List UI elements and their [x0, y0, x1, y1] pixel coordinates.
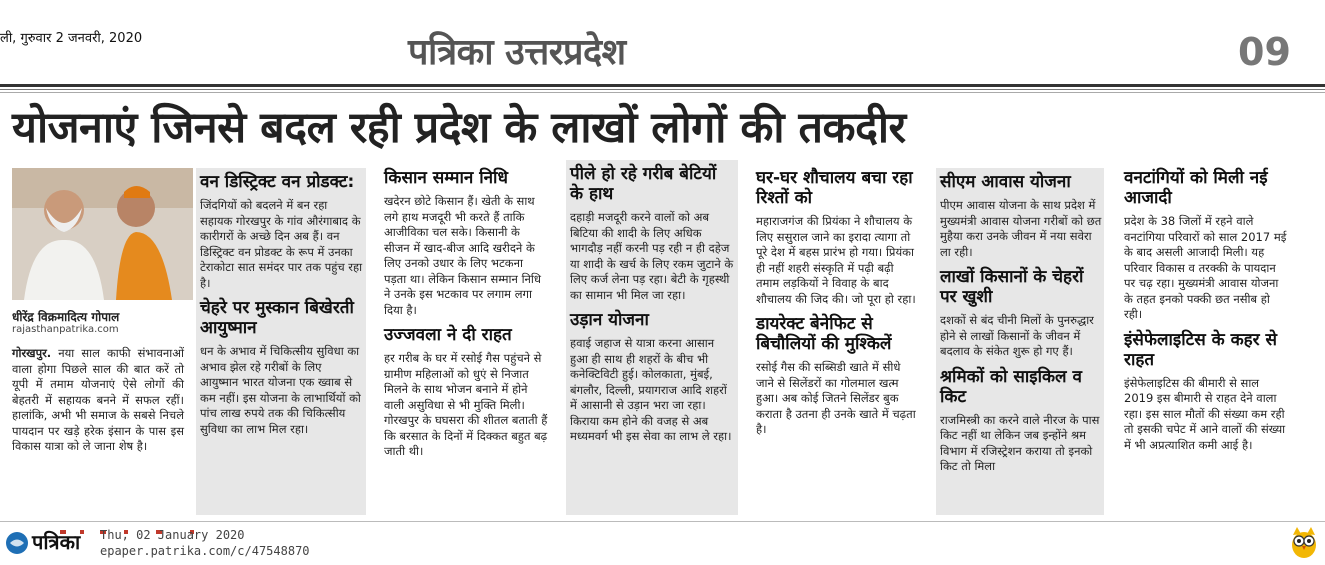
article-heading: लाखों किसानों के चेहरों पर खुशी	[940, 267, 1084, 307]
article-one-district	[200, 172, 363, 291]
footer-url[interactable]: epaper.patrika.com/c/47548870	[100, 544, 310, 558]
article-body: खदेरन छोटे किसान हैं। खेती के साथ लगे हाथ मजदूरी भी करते हैं ताकि आजीविका चल सके। किसानी के सीजन में खाद-बीज आदि खरीदने के लिए उनको उधार के लिए भटकना पड़ता था। लेकिन किसान सम्मान निधि ने उनके इस भटकाव पर लगाम लगा दिया है।	[384, 194, 541, 317]
column-1	[200, 172, 363, 444]
intro-text	[12, 346, 184, 455]
article-vantangiya	[1124, 168, 1290, 323]
article-body: पीएम आवास योजना के साथ प्रदेश में मुख्यमंत्री आवास योजना गरीबों को छत मुहैया करा उनके जीवन में नया सवेरा ला रही।	[940, 198, 1102, 259]
article-kisan-samman	[384, 168, 548, 318]
article-heading: इंसेफेलाइटिस के कहर से राहत	[1124, 329, 1278, 370]
column-4	[756, 168, 918, 445]
footer-date: Thu, 02 January 2020	[100, 528, 245, 542]
article-workers-cycle	[940, 367, 1102, 475]
column-6	[1124, 168, 1290, 460]
dateline: ली, गुरुवार 2 जनवरी, 2020	[0, 31, 143, 46]
page-number: 09	[1238, 30, 1291, 74]
article-heading: वनटांगियों को मिली नई आजादी	[1124, 168, 1268, 208]
intro-place: गोरखपुर.	[12, 346, 52, 360]
article-body: हर गरीब के घर में रसोई गैस पहुंचने से ग्रामीण महिलाओं को धुएं से निजात मिलने के साथ भोजन बनाने में होने वाली असुविधा से भी मुक्ति मिली। गोरखपुर के घघसरा की शीतल बताती हैं कि बरसात के दिनों में दिक्कत बहुत बढ़ जाती थी।	[384, 351, 548, 458]
article-body: महाराजगंज की प्रियंका ने शौचालय के लिए ससुराल जाने का इरादा त्यागा तो पूरे देश में बहस प्रारंभ हो गया। प्रियंका ही नहीं शहरी संस्कृति में पढ़ी बढ़ी तमाम लड़कियों ने विवाह के बाद शौचालय की जिद की। जो पूरा हो रहा।	[756, 214, 916, 306]
article-body: राजमिस्त्री का करने वाले नीरज के पास किट नहीं था लेकिन जब इन्होंने श्रम विभाग में रजिस्ट्रेशन कराया तो इनको किट तो मिला	[940, 412, 1100, 473]
article-daughters	[570, 164, 734, 303]
article-heading: वन डिस्ट्रिक्ट वन प्रोडक्ट:	[200, 172, 355, 192]
article-body: हवाई जहाज से यात्रा करना आसान हुआ ही साथ ही शहरों के बीच भी कनेक्टिविटी हुई। कोलकाता, मुंबई, बंगलौर, दिल्ली, प्रयागराज आदि शहरों में आसानी से उड़ान भरा जा रहा। किराया कम होने की वजह से अब मध्यमवर्ग भी इस सेवा का लाभ ले रहा।	[570, 336, 732, 443]
article-heading: डायरेक्ट बेनेफिट से बिचौलियों की मुश्किलें	[756, 314, 892, 354]
article-body: इंसेफेलाइटिस की बीमारी से साल 2019 इस बीमारी से राहत देने वाला रहा। इस साल मौतों की संख्या कम रही तो इसकी चपेट में आने वालों की संख्या में भी अप्रत्याशित कमी आई है।	[1124, 375, 1286, 452]
article-ayushman	[200, 298, 363, 437]
article-heading: उज्जवला ने दी राहत	[384, 325, 512, 345]
owl-mascot-icon[interactable]	[1290, 525, 1318, 559]
masthead: पत्रिका उत्तरप्रदेश	[408, 32, 626, 73]
header-rule-thin	[0, 89, 1325, 90]
article-heading: किसान सम्मान निधि	[384, 168, 508, 188]
article-body: दशकों से बंद चीनी मिलों के पुनरुद्धार होने से लाखों किसानों के जीवन में बदलाव के संकेत शुरू हो गए हैं।	[940, 313, 1094, 358]
article-body: जिंदगियों को बदलने में बन रहा सहायक गोरखपुर के गांव औरंगाबाद के कारीगरों के अच्छे दिन अब हैं। वन डिस्ट्रिक्ट वन प्रोडक्ट के रूप में उनका टेराकोटा सात समंदर पार तक पहुंच रहा है।	[200, 198, 363, 290]
article-heading: घर-घर शौचालय बचा रहा रिश्तों को	[756, 168, 913, 208]
column-3	[570, 164, 734, 452]
photo-image	[12, 168, 193, 300]
article-body: दहाड़ी मजदूरी करने वालों को अब बिटिया की शादी के लिए अधिक भागदौड़ नहीं करनी पड़ रही न ही दहेज या शादी के खर्च के लिए रकम जुटाने के लिए कर्ज लेना पड़ रहा। बेटी के गृहस्थी का सामान भी मिल जा रहा।	[570, 210, 734, 302]
article-farmers-happiness	[940, 267, 1102, 360]
article-direct-benefit	[756, 314, 918, 438]
column-5	[940, 172, 1102, 482]
column-2	[384, 168, 548, 467]
photo-site: rajasthanpatrika.com	[12, 324, 119, 335]
article-toilet	[756, 168, 918, 307]
patrika-logo-icon	[6, 532, 28, 554]
article-heading: श्रमिकों को साइकिल व किट	[940, 366, 1082, 407]
intro-body: नया साल काफी संभावनाओं वाला होगा पिछले साल की बात करें तो यूपी में तमाम योजनाएं ऐसे लोगों की बेहतरी में सहायक बनने में सफल रहीं। हालांकि, अभी भी समाज के सबसे निचले पायदान पर खड़े हरेक इंसान के पास इस विकास यात्रा को ले जाना शेष है।	[12, 346, 184, 453]
leaders-photo	[12, 168, 193, 300]
article-body: प्रदेश के 38 जिलों में रहने वाले वनटांगिया परिवारों को साल 2017 मई के बाद असली आजादी मिली। यह परिवार विकास व तरक्की के पायदान पर चढ़ रहा। मुख्यमंत्री आवास योजना के तहत इनको पक्की छत नसीब हो रही।	[1124, 214, 1287, 321]
article-heading: पीले हो रहे गरीब बेटियों के हाथ	[570, 164, 717, 204]
header-rule-thin-2	[0, 92, 1325, 93]
article-heading: सीएम आवास योजना	[940, 172, 1071, 192]
footer-divider	[0, 521, 1325, 522]
footer-logo-text[interactable]: पत्रिका	[32, 530, 81, 554]
article-heading: चेहरे पर मुस्कान बिखेरती आयुष्मान	[200, 298, 354, 338]
photo-byline: धीरेंद्र विक्रमादित्य गोपाल	[12, 310, 120, 324]
article-udan	[570, 310, 734, 445]
article-body: रसोई गैस की सब्सिडी खाते में सीधे जाने से सिलेंडरों का गोलमाल खत्म हुआ। अब कोई जितने सिलेंडर बुक कराता है उतना ही उनके खाते में चढ़ता है।	[756, 360, 916, 436]
article-cm-awas	[940, 172, 1102, 260]
main-headline: योजनाएं जिनसे बदल रही प्रदेश के लाखों लोगों की तकदीर	[12, 103, 906, 153]
article-body: धन के अभाव में चिकित्सीय सुविधा का अभाव झेल रहे गरीबों के लिए आयुष्मान भारत योजना एक ख्वाब से कम नहीं। इस योजना के लाभार्थियों को पांच लाख रुपये तक की चिकित्सीय सुविधा का लाभ मिल रहा।	[200, 344, 361, 436]
header-rule	[0, 84, 1325, 87]
article-heading: उड़ान योजना	[570, 310, 649, 330]
cropped-text-fragment	[60, 519, 260, 525]
article-ujjwala	[384, 325, 548, 460]
article-encephalitis	[1124, 330, 1290, 454]
